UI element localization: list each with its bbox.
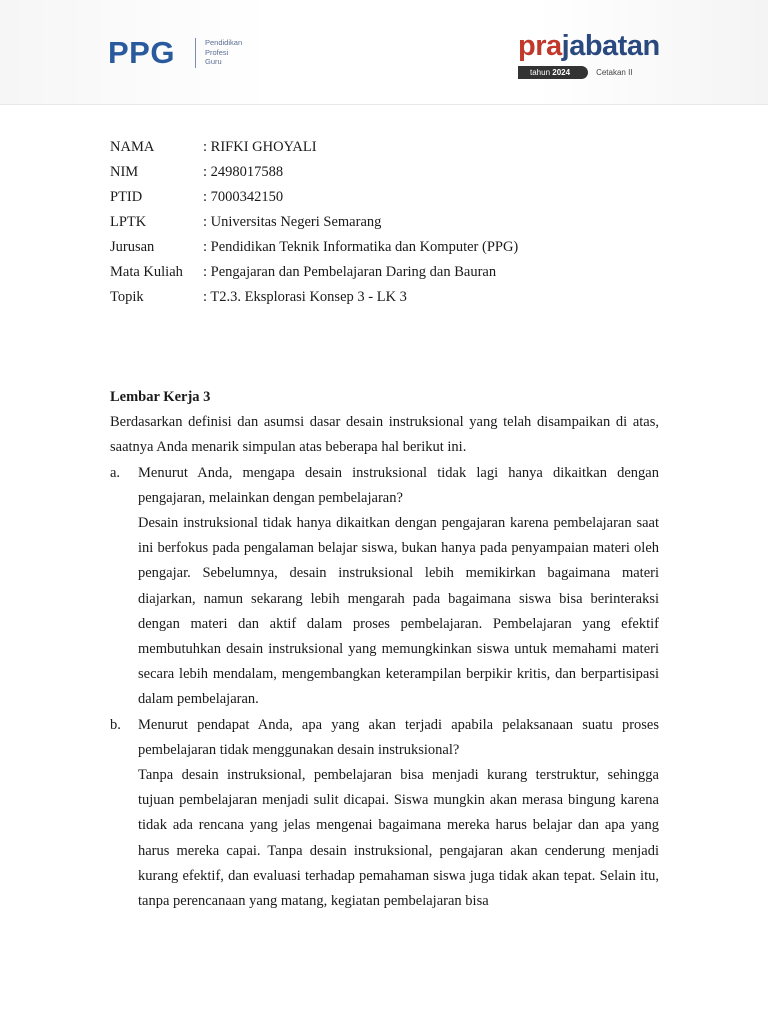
identity-label: Topik (110, 289, 144, 305)
identity-value: : 2498017588 (203, 164, 284, 180)
ppg-logo: PPG (108, 35, 175, 70)
identity-table (110, 135, 518, 310)
identity-value: : RIFKI GHOYALI (203, 139, 317, 155)
identity-value: : Pengajaran dan Pembelajaran Daring dan Bauran (203, 264, 497, 280)
logo-divider (195, 38, 196, 68)
year-badge (518, 66, 588, 79)
identity-label: PTID (110, 189, 143, 205)
identity-label: NIM (110, 164, 139, 180)
ppg-subtitle-line: Pendidikan (205, 38, 243, 47)
prajabatan-logo-jabatan: jabatan (561, 30, 660, 62)
edition-label: Cetakan II (596, 68, 633, 77)
item-answer: Tanpa desain instruksional, pembelajaran bisa menjadi kurang terstruktur, sehingga tujuan pembelajaran menjadi sulit dicapai. Siswa mungkin akan merasa bingung karena tidak ada rencana yang jelas mengenai bagaimana mereka harus belajar dan apa yang harus mereka capai. Tanpa desain instruksional, pengajaran akan cenderung menjadi kurang efektif, dan evaluasi terhadap pemahaman siswa juga tidak akan tepat. Selain itu, tanpa perencanaan yang matang, kegiatan pembelajaran bisa (138, 767, 659, 910)
identity-row (110, 135, 518, 160)
identity-label: NAMA (110, 139, 155, 155)
identity-row (110, 260, 518, 285)
identity-row (110, 160, 518, 185)
worksheet (110, 385, 659, 914)
identity-value: : T2.3. Eksplorasi Konsep 3 - LK 3 (203, 289, 407, 305)
identity-label: Mata Kuliah (110, 264, 183, 280)
identity-row (110, 210, 518, 235)
ppg-subtitle-line: Guru (205, 57, 222, 66)
year-prefix: tahun (530, 68, 551, 77)
worksheet-intro: Berdasarkan definisi dan asumsi dasar desain instruksional yang telah disampaikan di atas, saatnya Anda menarik simpulan atas beberapa hal berikut ini. (110, 414, 659, 456)
item-question: Menurut pendapat Anda, apa yang akan terjadi apabila pelaksanaan suatu proses pembelajaran tidak menggunakan desain instruksional? (138, 716, 659, 758)
worksheet-item (110, 713, 659, 915)
item-body (138, 713, 659, 915)
item-answer: Desain instruksional tidak hanya dikaitkan dengan pengajaran karena pembelajaran saat ini berfokus pada pengalaman belajar siswa, bukan hanya pada penyampaian materi oleh pengajar. Sebelumnya, desain instruksional lebih memikirkan bagaimana materi diajarkan, namun sekarang lebih mengarah pada bagaimana siswa bisa berinteraksi dengan materi dan aktif dalam proses pembelajaran. Pembelajaran yang efektif membutuhkan desain instruksional yang memungkinkan siswa untuk memahami materi secara lebih mendalam, mengembangkan keterampilan berpikir kritis, dan berpartisipasi dalam pembelajaran. (138, 515, 659, 708)
identity-row (110, 185, 518, 210)
item-question: Menurut Anda, mengapa desain instruksional tidak lagi hanya dikaitkan dengan pengajaran, melainkan dengan pembelajaran? (138, 464, 659, 506)
identity-row (110, 235, 518, 260)
identity-value: : Universitas Negeri Semarang (203, 214, 382, 230)
identity-value: : Pendidikan Teknik Informatika dan Komputer (PPG) (203, 239, 519, 255)
item-marker: a. (110, 464, 121, 481)
worksheet-title: Lembar Kerja 3 (110, 389, 211, 405)
identity-label: Jurusan (110, 239, 155, 255)
worksheet-item (110, 461, 659, 713)
ppg-subtitle-line: Profesi (205, 47, 229, 57)
prajabatan-tagline (518, 66, 633, 79)
prajabatan-logo (518, 30, 660, 62)
page-header (0, 0, 768, 105)
item-marker: b. (110, 716, 121, 733)
identity-value: : 7000342150 (203, 189, 284, 205)
prajabatan-logo-pra: pra (518, 30, 562, 62)
identity-label: LPTK (110, 214, 147, 230)
ppg-subtitle (205, 38, 242, 67)
item-body (138, 461, 659, 713)
year-value: 2024 (552, 68, 571, 77)
identity-row (110, 285, 518, 310)
